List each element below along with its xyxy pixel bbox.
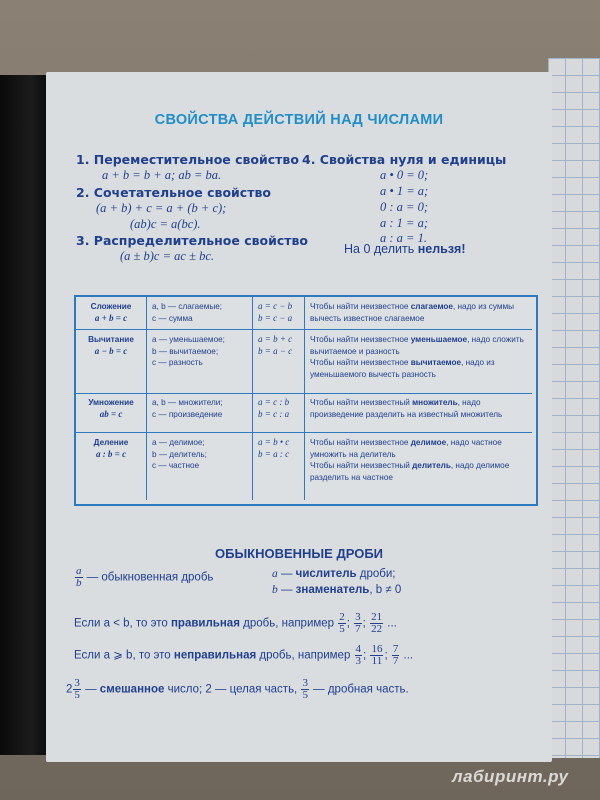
rule-text: Чтобы найти неизвестное	[310, 335, 411, 344]
op-formula: a − b = c	[94, 345, 128, 356]
table-row-op	[78, 397, 144, 420]
op-formula: a + b = c	[94, 312, 128, 323]
derived-formula: b = c − a	[258, 312, 293, 323]
watermark-logo: лабиринт.ру	[452, 767, 569, 786]
fraction-denominator: 5	[302, 689, 308, 701]
term: b — вычитаемое;	[152, 346, 219, 356]
example-fraction	[392, 644, 400, 667]
op-name: Вычитание	[88, 335, 134, 344]
property-associative-formula-1: (a + b) + c = a + (b + c);	[96, 201, 227, 215]
term: c — произведение	[152, 409, 223, 419]
line-text: — дробная часть.	[309, 683, 409, 696]
rule-text: , надо частное умножить на делитель	[310, 438, 502, 459]
derived-formula: a = b • c	[258, 437, 290, 447]
term: c — сумма	[152, 313, 193, 323]
fraction-numerator: 7	[392, 643, 399, 655]
operations-table	[74, 295, 538, 506]
rule-text: , надо из суммы вычесть известное слагаемое	[310, 302, 515, 323]
table-column-divider	[146, 297, 147, 500]
rule-bold: слагаемое	[410, 302, 453, 311]
derived-formula: b = a : c	[258, 448, 290, 459]
table-row-op	[78, 437, 144, 460]
fraction-numerator: 4	[355, 643, 362, 655]
table-row-divider	[76, 432, 532, 433]
mixed-fraction	[73, 678, 81, 701]
fraction-numerator: a	[76, 565, 82, 577]
ellipsis: ...	[403, 649, 414, 662]
fraction-denominator: 5	[74, 689, 80, 701]
rule-text: , надо делимое разделить на частное	[310, 461, 510, 482]
term: c — частное	[152, 461, 200, 470]
fraction-denominator: 5	[339, 623, 345, 635]
line-text: дробь, например	[256, 649, 351, 662]
line-text: Если a < b, то это	[74, 617, 171, 630]
rule-bold: вычитаемое	[410, 358, 462, 367]
rule-bold: уменьшаемое	[410, 335, 468, 344]
fraction-denominator: 7	[392, 655, 399, 667]
fraction-denominator: 3	[355, 655, 362, 667]
fraction-numerator: 21	[371, 611, 383, 623]
term-rest: , b ≠ 0	[369, 584, 402, 596]
line-bold: смешанное	[99, 683, 165, 696]
zero-one-item: 0 : a = 0;	[380, 200, 429, 214]
note-prefix: На 0 делить	[344, 242, 418, 256]
ellipsis: ...	[387, 617, 397, 630]
fraction-denominator: 7	[355, 623, 361, 635]
derived-formula: a = c : b	[258, 397, 290, 407]
table-row-op	[78, 334, 144, 357]
table-row-divider	[76, 393, 532, 394]
table-row-terms	[152, 397, 223, 420]
table-row-divider	[76, 329, 532, 330]
numerator-line	[272, 568, 396, 580]
property-associative-formula-2: (ab)c = a(bc).	[130, 217, 201, 231]
line-text: дробь, например	[239, 617, 335, 630]
property-commutative-label: 1. Переместительное свойство	[76, 152, 299, 167]
fraction-symbol	[75, 566, 83, 589]
table-column-divider	[304, 297, 305, 500]
op-formula: ab = c	[99, 408, 123, 419]
table-row-op	[78, 301, 144, 324]
derived-formula: b = c : a	[258, 408, 290, 419]
zero-one-item: a : a = 1.	[380, 231, 427, 245]
property-zero-one-label: 4. Свойства нуля и единицы	[302, 152, 507, 167]
dash: —	[280, 568, 293, 580]
op-name: Деление	[93, 438, 129, 447]
fraction-denominator: 22	[371, 623, 383, 635]
fraction-definition	[74, 566, 213, 589]
derived-formula: a = c − b	[258, 301, 293, 311]
table-row-rule	[310, 437, 528, 483]
notebook-binding	[0, 75, 52, 755]
line-bold: неправильная	[173, 649, 257, 662]
grid-notebook-page	[548, 58, 600, 758]
rule-bold: делимое	[410, 438, 447, 447]
line-bold: правильная	[170, 617, 240, 630]
rule-text: , надо сложить вычитаемое и разность	[310, 335, 524, 356]
note-bold: нельзя!	[417, 242, 466, 256]
fractions-title: ОБЫКНОВЕННЫЕ ДРОБИ	[214, 546, 384, 561]
rule-bold: делитель	[412, 461, 451, 470]
property-distributive-formula: (a ± b)c = ac ± bc.	[120, 249, 215, 263]
table-row-terms	[152, 301, 222, 324]
table-row-derived	[258, 301, 292, 324]
table-row-rule	[310, 334, 528, 380]
zero-one-item: a : 1 = a;	[380, 216, 429, 230]
property-distributive-label: 3. Распределительное свойство	[76, 233, 309, 248]
fraction-numerator: 3	[74, 677, 80, 689]
table-row-terms	[152, 334, 225, 369]
fraction-denominator: b	[76, 577, 82, 589]
mixed-number-line: 2 $\frac{3}{5}$ — смешанное число; 2 — целая часть, $\frac{3}{5}$ — дробная часть.	[66, 677, 409, 701]
property-associative-label: 2. Сочетательное свойство	[76, 185, 271, 200]
rule-text: Чтобы найти неизвестное	[310, 358, 411, 367]
example-fraction	[338, 612, 346, 635]
var: b	[272, 584, 278, 596]
line-text: Если a ⩾ b, то это	[74, 649, 174, 662]
fraction-numerator: 3	[355, 611, 361, 623]
op-formula: a : b = c	[95, 448, 127, 459]
line-text: число; 2 — целая часть,	[164, 683, 301, 696]
example-fraction	[370, 644, 383, 667]
example-fraction	[355, 644, 363, 667]
term-rest: дроби;	[359, 568, 396, 580]
rule-bold: множитель	[412, 398, 458, 407]
table-row-derived	[258, 397, 289, 420]
term: b — делитель;	[152, 449, 207, 459]
table-column-divider	[252, 297, 253, 500]
fraction-numerator: 16	[371, 643, 383, 655]
mixed-whole: 2	[66, 683, 73, 696]
term: a, b — слагаемые;	[152, 302, 223, 311]
op-name: Умножение	[88, 398, 134, 407]
example-fraction	[370, 612, 383, 635]
term-bold: числитель	[295, 568, 357, 580]
term: a — уменьшаемое;	[152, 335, 225, 344]
table-row-terms	[152, 437, 207, 472]
part-fraction	[301, 678, 309, 701]
rule-text: , надо произведение разделить на известный множитель	[310, 398, 503, 419]
division-by-zero-note	[344, 242, 466, 256]
fraction-numerator: 2	[339, 611, 345, 623]
fraction-numerator: 3	[302, 677, 308, 689]
denominator-line	[272, 584, 401, 596]
derived-formula: a = b + c	[258, 334, 293, 344]
proper-fraction-line: Если a < b, то это правильная дробь, например $\frac{2}{5}$ ; $\frac{3}{7}$ ; $\frac{21}{22}$ ...	[74, 611, 397, 635]
table-row-rule	[310, 397, 528, 420]
term: a — делимое;	[152, 438, 205, 447]
op-name: Сложение	[90, 302, 132, 311]
rule-text: Чтобы найти неизвестное	[310, 302, 411, 311]
table-row-derived	[258, 334, 292, 357]
term-bold: знаменатель	[295, 584, 370, 596]
table-row-derived	[258, 437, 289, 460]
rule-text: , надо из уменьшаемого вычесть разность	[310, 358, 495, 379]
zero-one-item: a • 0 = 0;	[380, 168, 429, 182]
table-row-rule	[310, 301, 528, 324]
definition-text: — обыкновенная дробь	[86, 571, 214, 584]
example-fraction	[354, 612, 362, 635]
term: a, b — множители;	[152, 398, 223, 407]
var: a	[272, 568, 278, 580]
property-commutative-formula: a + b = b + a; ab = ba.	[102, 168, 222, 182]
fraction-denominator: 11	[371, 655, 383, 667]
dash: —	[280, 584, 293, 596]
improper-fraction-line: Если a ⩾ b, то это неправильная дробь, например $\frac{4}{3}$ ; $\frac{16}{11}$ ; $\frac{7}{7}$ ...	[74, 643, 414, 667]
rule-text: Чтобы найти неизвестный	[310, 398, 413, 407]
page-title: СВОЙСТВА ДЕЙСТВИЙ НАД ЧИСЛАМИ	[154, 112, 444, 128]
zero-one-item: a • 1 = a;	[380, 184, 429, 198]
reference-page	[46, 72, 552, 762]
rule-text: Чтобы найти неизвестное	[310, 438, 411, 447]
derived-formula: b = a − c	[258, 345, 293, 356]
rule-text: Чтобы найти неизвестный	[310, 461, 413, 470]
term: c — разность	[152, 358, 203, 367]
